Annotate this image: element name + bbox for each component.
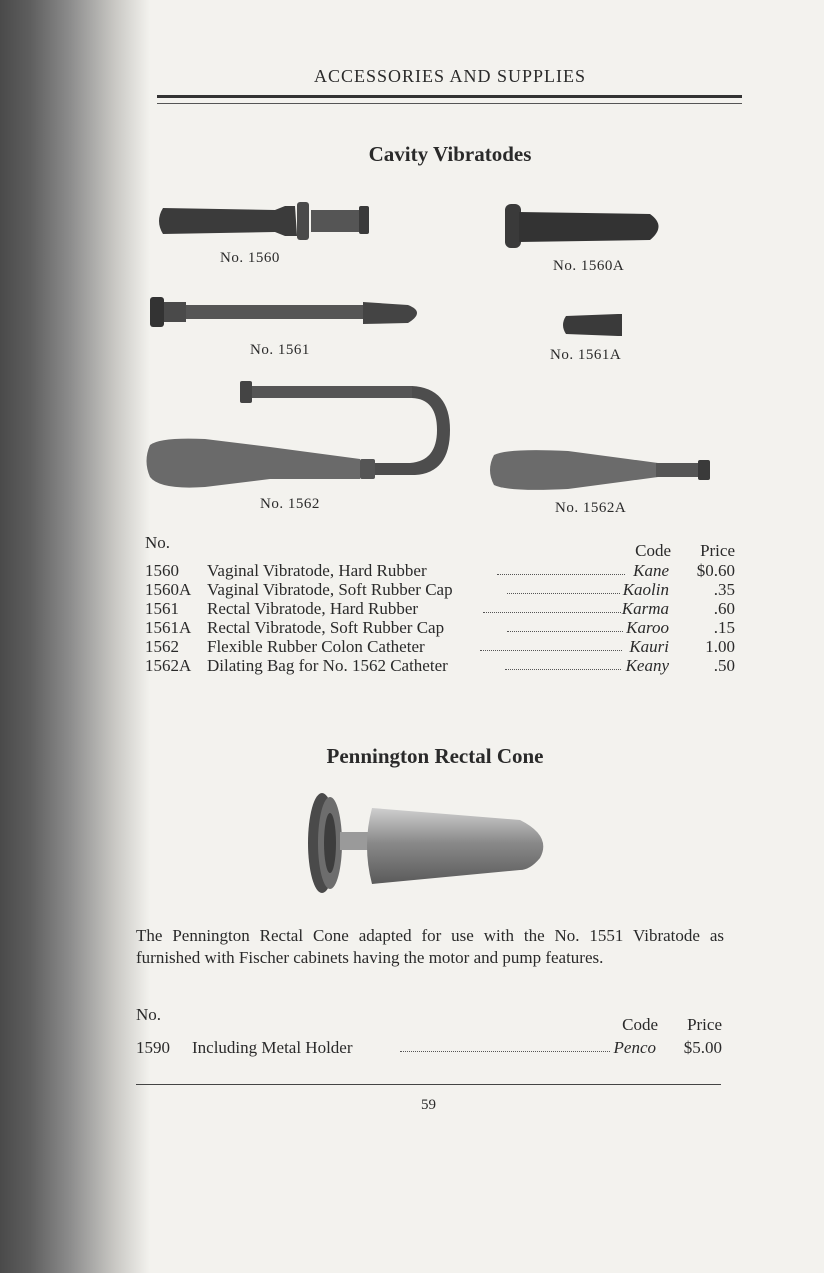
- item-description: Including Metal Holder: [192, 1038, 353, 1057]
- caption-1561a: No. 1561A: [550, 347, 622, 363]
- vibratode-1561a-illustration: [560, 310, 630, 340]
- item-code: Kauri: [629, 637, 669, 656]
- vibratode-1561-illustration: [148, 293, 428, 333]
- item-price: .35: [713, 580, 735, 599]
- item-description: Vaginal Vibratode, Soft Rubber Cap: [207, 580, 453, 599]
- leader-dots: [507, 631, 623, 632]
- rectal-cone-illustration: [300, 788, 560, 898]
- caption-1562: No. 1562: [260, 496, 320, 512]
- leader-dots: [507, 593, 620, 594]
- item-description: Rectal Vibratode, Hard Rubber: [207, 599, 419, 618]
- table-row: [145, 618, 735, 637]
- item-code: Keany: [625, 656, 669, 675]
- catheter-1562-illustration: [145, 375, 465, 500]
- cone-description: The Pennington Rectal Cone adapted for use with the No. 1551 Vibratode as furnished with Fischer cabinets having the motor and pump features.: [136, 926, 724, 967]
- item-description: Rectal Vibratode, Soft Rubber Cap: [207, 618, 445, 637]
- leader-dots: [505, 669, 621, 670]
- item-number: 1590: [136, 1038, 170, 1057]
- running-head: ACCESSORIES AND SUPPLIES: [313, 66, 587, 86]
- leader-dots: [483, 612, 621, 613]
- footer-rule: [136, 1084, 721, 1085]
- item-number: 1560: [145, 561, 179, 580]
- column-header-no: No.: [136, 1005, 162, 1024]
- vibratode-1560-illustration: [155, 196, 375, 246]
- item-number: 1561: [145, 599, 179, 618]
- table-row: [136, 1038, 722, 1057]
- item-number: 1562: [145, 637, 179, 656]
- table-row: [145, 599, 735, 618]
- column-header-price: Price: [687, 1015, 722, 1034]
- table-header-cone: [136, 1015, 722, 1034]
- page-gutter-shadow: [0, 0, 150, 1273]
- item-code: Kaolin: [622, 580, 669, 599]
- table-header-vibratodes: [145, 541, 735, 560]
- leader-dots: [497, 574, 625, 575]
- header-rule: [157, 95, 742, 98]
- item-code: Karoo: [626, 618, 669, 637]
- item-description: Vaginal Vibratode, Hard Rubber: [207, 561, 427, 580]
- vibratode-1560a-illustration: [505, 202, 670, 252]
- item-description: Flexible Rubber Colon Catheter: [207, 637, 425, 656]
- section-title-cone: Pennington Rectal Cone: [326, 744, 544, 768]
- leader-dots: [480, 650, 622, 651]
- item-number: 1561A: [145, 618, 192, 637]
- table-row: [145, 656, 735, 675]
- item-price: $0.60: [696, 561, 735, 580]
- table-row: [145, 580, 735, 599]
- caption-1561: No. 1561: [250, 342, 310, 358]
- item-price: .15: [713, 618, 735, 637]
- section-title-vibratodes: Cavity Vibratodes: [368, 142, 532, 166]
- dilating-bag-1562a-illustration: [488, 445, 713, 495]
- column-header-price: Price: [700, 541, 735, 560]
- item-description: Dilating Bag for No. 1562 Catheter: [207, 656, 448, 675]
- item-price: .50: [713, 656, 735, 675]
- column-header-code: Code: [622, 1015, 658, 1034]
- item-code: Kane: [633, 561, 669, 580]
- item-price: .60: [713, 599, 735, 618]
- column-header-code: Code: [635, 541, 671, 560]
- item-number: 1562A: [145, 656, 192, 675]
- page-number: 59: [421, 1097, 436, 1113]
- header-rule-thin: [157, 103, 742, 104]
- item-number: 1560A: [145, 580, 192, 599]
- caption-1562a: No. 1562A: [555, 500, 627, 516]
- leader-dots: [400, 1051, 610, 1052]
- item-code: Karma: [621, 599, 669, 618]
- column-header-no: No.: [145, 533, 171, 552]
- item-code: Penco: [613, 1038, 656, 1057]
- table-row: [145, 637, 735, 656]
- item-price: 1.00: [705, 637, 735, 656]
- caption-1560: No. 1560: [220, 250, 280, 266]
- item-price: $5.00: [683, 1038, 722, 1057]
- table-row: [145, 561, 735, 580]
- caption-1560a: No. 1560A: [553, 258, 625, 274]
